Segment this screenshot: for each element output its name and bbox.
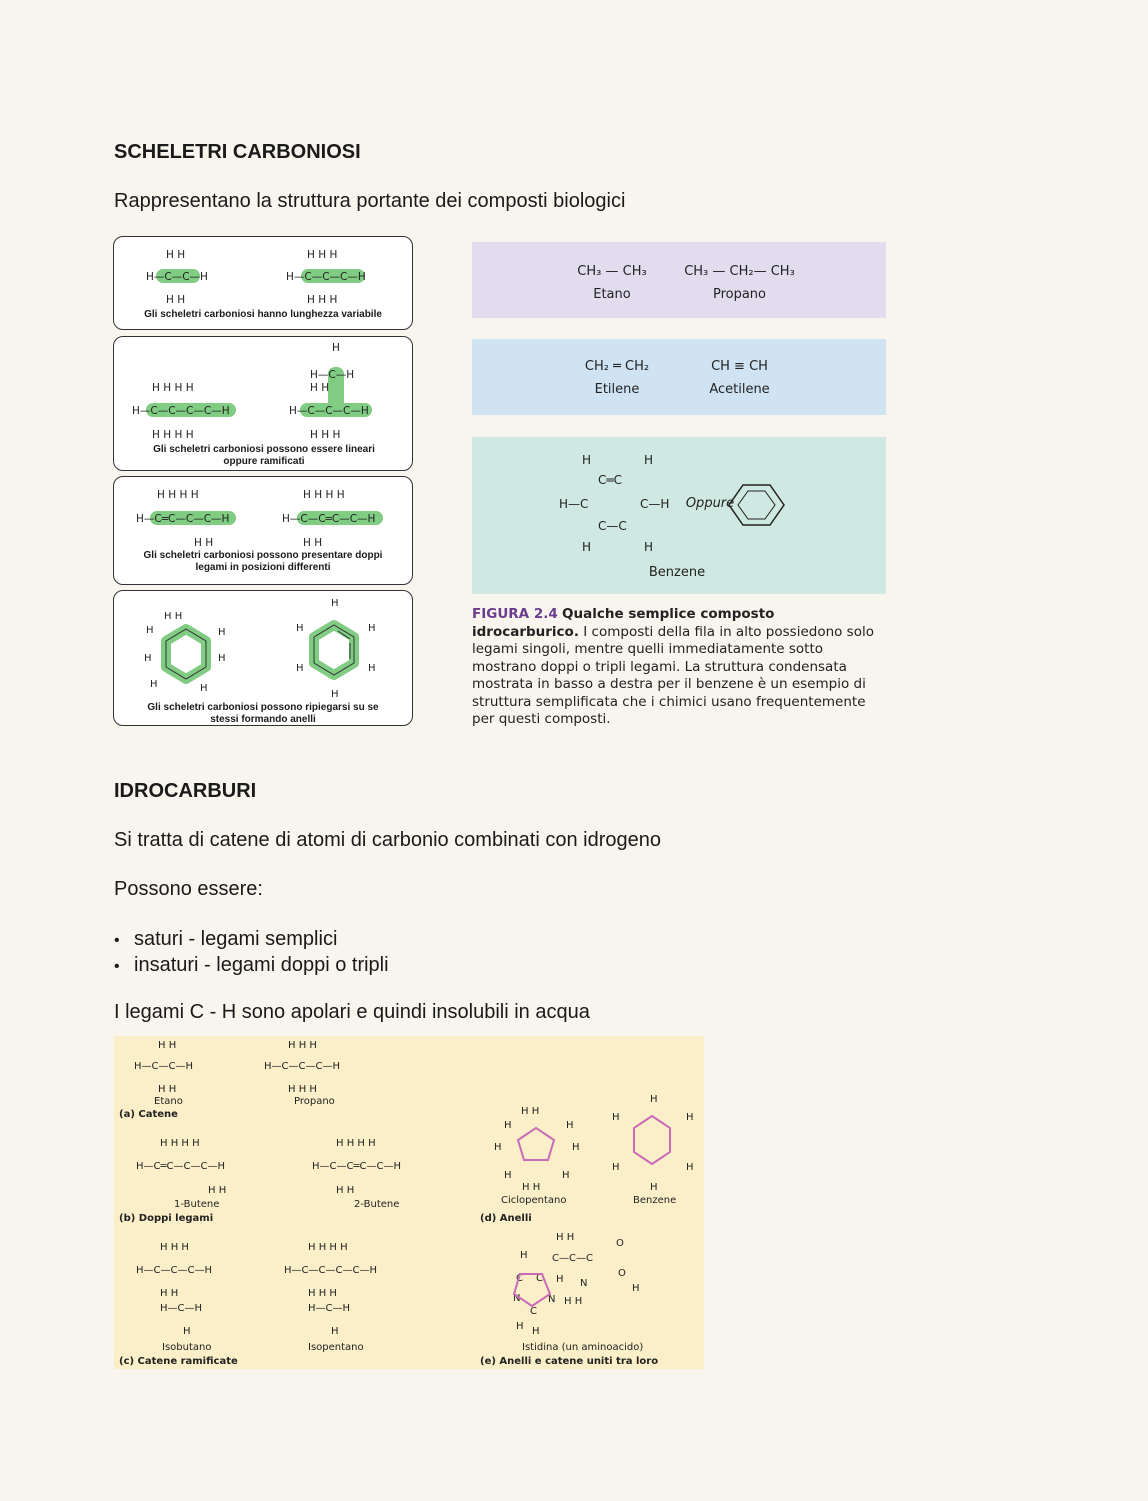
panel-length: [113, 236, 413, 330]
bullet-list: [114, 927, 389, 979]
svg-text:H: H: [516, 1321, 524, 1332]
svg-text:H H H: H H H: [288, 1084, 317, 1095]
svg-text:C: C: [536, 1273, 543, 1284]
svg-text:H: H: [218, 653, 226, 664]
svg-text:H H: H H: [158, 1084, 177, 1095]
label-doppi-legami: (b) Doppi legami: [119, 1213, 214, 1224]
panel-branching: [113, 336, 413, 471]
label-catene: (a) Catene: [119, 1109, 178, 1120]
label-etano: Etano: [154, 1096, 183, 1107]
section-title-idrocarburi: IDROCARBURI: [114, 780, 257, 802]
svg-text:H H H H: H H H H: [308, 1242, 348, 1253]
figure-caption-text: I composti della fila in alto possiedono solo legami singoli, mentre quelli immediatamente sotto mostrano doppi o tripli legami. La struttura condensata mostrata in basso a destra per il benzene è un esempio di struttura semplificata che i chimici usano frequentemente per questi composti.: [472, 623, 874, 727]
svg-text:H H H: H H H: [307, 294, 338, 306]
band-alkanes: [472, 242, 886, 318]
band-alkenes: [472, 339, 886, 415]
propano-label: Propano: [712, 287, 767, 302]
svg-text:H: H: [650, 1094, 658, 1105]
svg-text:H: H: [582, 453, 592, 467]
benzene-label: Benzene: [648, 565, 706, 580]
svg-text:H: H: [494, 1142, 502, 1153]
svg-text:H: H: [200, 683, 208, 694]
svg-text:H: H: [150, 679, 158, 690]
svg-text:H H H: H H H: [288, 1040, 317, 1051]
svg-text:H—C—C—C—H: H—C—C—C—H: [286, 271, 366, 283]
svg-text:H: H: [686, 1162, 694, 1173]
svg-text:H—C—C═C—C—H: H—C—C═C—C—H: [312, 1161, 401, 1172]
label-benzene: Benzene: [633, 1195, 677, 1206]
label-propano: Propano: [294, 1096, 335, 1107]
svg-text:H—C═C—C—C—H: H—C═C—C—C—H: [136, 1161, 225, 1172]
svg-text:O: O: [616, 1238, 624, 1249]
svg-text:H H: H H: [160, 1288, 179, 1299]
svg-text:H H: H H: [564, 1296, 583, 1307]
svg-text:H H: H H: [208, 1185, 227, 1196]
figure-caption-title: Qualche semplice composto idrocarburico.: [472, 606, 775, 640]
svg-text:H H: H H: [522, 1182, 541, 1193]
svg-text:H—C═C—C—C—H: H—C═C—C—C—H: [136, 513, 230, 525]
oppure-label: Oppure: [685, 496, 735, 511]
svg-text:H: H: [572, 1142, 580, 1153]
svg-text:H H H: H H H: [308, 1288, 337, 1299]
svg-text:H—C—C—C—H: H—C—C—C—H: [264, 1061, 340, 1072]
svg-text:C═C: C═C: [598, 473, 622, 487]
svg-text:H—C—C—C—H: H—C—C—C—H: [289, 405, 369, 417]
svg-text:N: N: [513, 1293, 521, 1304]
etilene-label: Etilene: [594, 382, 640, 397]
svg-text:H H H H: H H H H: [336, 1138, 376, 1149]
svg-text:H: H: [296, 623, 304, 634]
label-isobutano: Isobutano: [162, 1342, 212, 1353]
panel-rings-caption: Gli scheletri carboniosi possono ripiegarsi su se stessi formando anelli: [147, 702, 379, 725]
svg-text:C—H: C—H: [640, 497, 670, 511]
svg-text:H H: H H: [303, 537, 323, 549]
svg-text:H H H: H H H: [160, 1242, 189, 1253]
svg-text:H H H H: H H H H: [160, 1138, 200, 1149]
panel-length-caption: Gli scheletri carboniosi hanno lunghezza variabile: [144, 309, 382, 320]
svg-text:H: H: [331, 1326, 339, 1337]
svg-text:C—C: C—C: [598, 519, 627, 533]
label-2-butene: 2-Butene: [354, 1199, 400, 1210]
svg-text:H: H: [146, 625, 154, 636]
label-1-butene: 1-Butene: [174, 1199, 220, 1210]
svg-text:H—C: H—C: [559, 497, 589, 511]
svg-text:H: H: [556, 1274, 564, 1285]
svg-text:H: H: [582, 540, 592, 554]
svg-text:H: H: [644, 540, 654, 554]
svg-text:H H: H H: [521, 1106, 540, 1117]
section-note: I legami C - H sono apolari e quindi insolubili in acqua: [114, 1001, 590, 1023]
panel-rings: [113, 590, 413, 726]
svg-text:H—C—C═C—C—H: H—C—C═C—C—H: [282, 513, 376, 525]
label-anelli-catene: (e) Anelli e catene uniti tra loro: [480, 1356, 659, 1367]
svg-text:H: H: [562, 1170, 570, 1181]
svg-text:H: H: [612, 1112, 620, 1123]
svg-text:H H H H: H H H H: [157, 489, 199, 501]
svg-text:H: H: [632, 1283, 640, 1294]
svg-text:H: H: [650, 1182, 658, 1193]
band-benzene: [472, 437, 886, 594]
svg-text:H H: H H: [194, 537, 214, 549]
bullet-item-insaturi: • insaturi - legami doppi o tripli: [114, 953, 389, 979]
acetilene-formula: CH ≡ CH: [711, 359, 768, 374]
etano-label: Etano: [593, 287, 631, 302]
acetilene-label: Acetilene: [709, 382, 770, 397]
svg-text:H: H: [368, 623, 376, 634]
svg-text:H H H: H H H: [307, 249, 338, 261]
svg-text:H: H: [296, 663, 304, 674]
svg-text:H H H H: H H H H: [152, 429, 194, 441]
svg-text:H: H: [183, 1326, 191, 1337]
svg-text:H: H: [532, 1326, 540, 1337]
etilene-formula: CH₂ ═ CH₂: [584, 359, 650, 374]
svg-text:C: C: [516, 1273, 523, 1284]
svg-text:H: H: [612, 1162, 620, 1173]
svg-text:N: N: [548, 1294, 556, 1305]
figure-caption-label: FIGURA 2.4: [472, 606, 558, 622]
svg-text:H: H: [368, 663, 376, 674]
svg-text:H H: H H: [310, 382, 330, 394]
svg-text:H H H: H H H: [310, 429, 341, 441]
etano-formula: CH₃ — CH₃: [577, 264, 647, 279]
svg-text:H: H: [331, 598, 339, 609]
svg-text:H: H: [332, 342, 340, 354]
svg-text:H H: H H: [166, 249, 186, 261]
svg-text:H H: H H: [336, 1185, 355, 1196]
label-anelli: (d) Anelli: [480, 1213, 532, 1224]
panel-double-bonds: [113, 476, 413, 585]
svg-text:H—C—H: H—C—H: [310, 369, 355, 381]
svg-text:H: H: [331, 689, 339, 700]
section-title-scheletri: SCHELETRI CARBONIOSI: [114, 141, 361, 163]
section-text-scheletri: Rappresentano la struttura portante dei composti biologici: [114, 190, 626, 212]
bullet-item-saturi: • saturi - legami semplici: [114, 927, 389, 953]
panel-double-bonds-caption: Gli scheletri carboniosi possono presentare doppi legami in posizioni differenti: [143, 550, 383, 573]
svg-text:H: H: [218, 627, 226, 638]
svg-text:O: O: [618, 1268, 626, 1279]
svg-text:H H H H: H H H H: [303, 489, 345, 501]
svg-text:H: H: [686, 1112, 694, 1123]
propano-formula: CH₃ — CH₂— CH₃: [684, 264, 795, 279]
svg-text:H H: H H: [158, 1040, 177, 1051]
svg-text:H—C—C—H: H—C—C—H: [134, 1061, 194, 1072]
label-isopentano: Isopentano: [308, 1342, 364, 1353]
svg-text:H—C—C—C—C—H: H—C—C—C—C—H: [284, 1265, 377, 1276]
svg-text:H—C—H: H—C—H: [308, 1303, 351, 1314]
svg-text:C—C—C: C—C—C: [552, 1253, 593, 1264]
svg-text:H: H: [504, 1120, 512, 1131]
label-ciclopentano: Ciclopentano: [501, 1195, 567, 1206]
label-istidina: Istidina (un aminoacido): [522, 1342, 644, 1353]
svg-text:H—C—H: H—C—H: [160, 1303, 203, 1314]
svg-text:H H: H H: [164, 611, 183, 622]
svg-text:H—C—C—H: H—C—C—H: [146, 271, 208, 283]
svg-text:C: C: [530, 1306, 537, 1317]
label-catene-ramificate: (c) Catene ramificate: [119, 1356, 238, 1367]
section-intro: Possono essere:: [114, 878, 263, 900]
panel-branching-caption: Gli scheletri carboniosi possono essere lineari oppure ramificati: [153, 444, 375, 467]
bottom-figure: [114, 1036, 704, 1369]
section-text-idrocarburi: Si tratta di catene di atomi di carbonio combinati con idrogeno: [114, 829, 661, 851]
svg-text:H: H: [520, 1250, 528, 1261]
svg-text:H: H: [504, 1170, 512, 1181]
figure-caption: [472, 606, 882, 729]
svg-text:H—C—C—C—H: H—C—C—C—H: [136, 1265, 212, 1276]
svg-text:H H H H: H H H H: [152, 382, 194, 394]
svg-text:H H: H H: [556, 1232, 575, 1243]
svg-text:H—C—C—C—C—H: H—C—C—C—C—H: [132, 405, 230, 417]
svg-text:H: H: [644, 453, 654, 467]
svg-text:N: N: [580, 1278, 588, 1289]
svg-text:H: H: [566, 1120, 574, 1131]
svg-text:H H: H H: [166, 294, 186, 306]
svg-text:H: H: [144, 653, 152, 664]
